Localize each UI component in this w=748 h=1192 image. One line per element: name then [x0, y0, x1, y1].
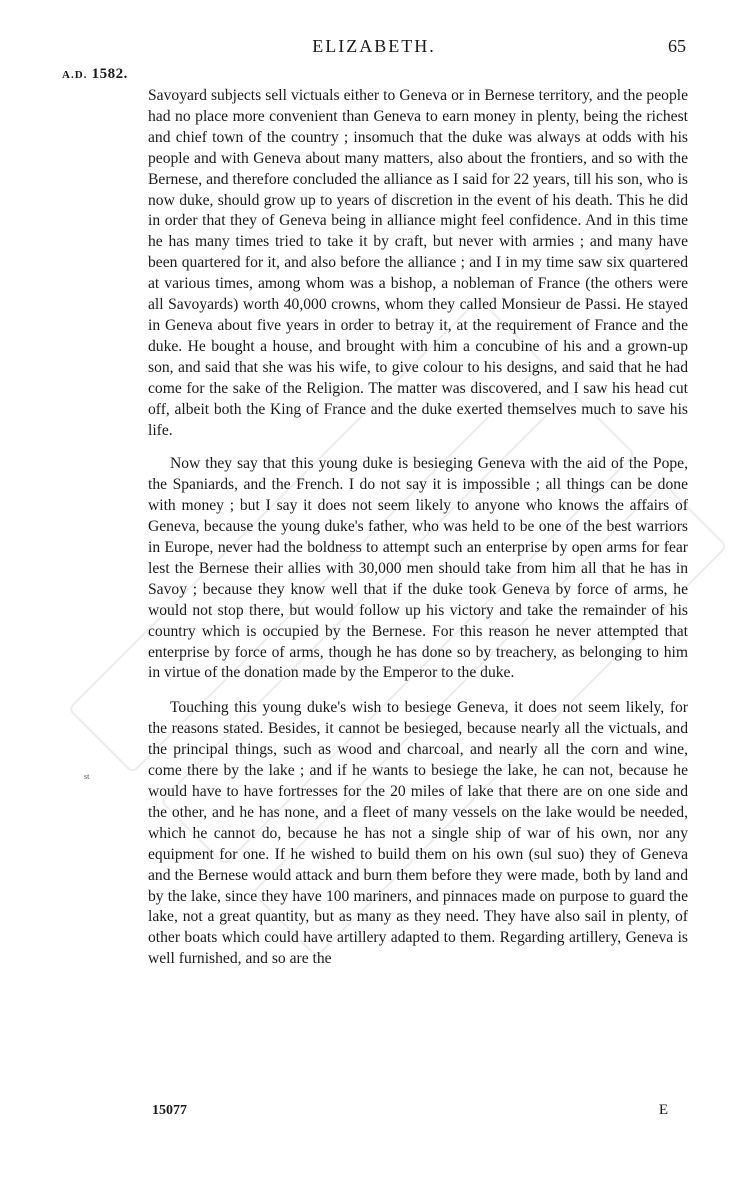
paragraph-1: Savoyard subjects sell victuals either to Geneva or in Bernese territory, and the people had no place more convenient than Geneva to earn money in plenty, being the richest and chief town of the country ; insomuch that the duke was always at odds with his people and with Geneva about many matters, also about the frontiers, and so with the Bernese, and therefore concluded the alliance as I said for 22 years, till his son, who is now duke, should grow up to years of discretion in the event of his death. This he did in order that they of Geneva being in alliance might feel confidence. And in this time he has many times tried to take it by craft, but never with armies ; and many have been quartered for it, and also before the alliance ; and I in my time saw six quartered at various times, among whom was a bishop, a nobleman of France (the others were all Savoyards) worth 40,000 crowns, whom they called Monsieur de Passi. He stayed in Geneva about five years in order to betray it, at the requirement of France and the duke. He bought a house, and brought with him a concubine of his and a grown-up son, and said that she was his wife, to give colour to his designs, and said that he had come for the sake of the Religion. The matter was discovered, and I saw his head cut off, albeit both the King of France and the duke exerted themselves much to save his life. — [148, 87, 688, 439]
gathering-letter: E — [658, 1102, 668, 1118]
page-number: 65 — [668, 36, 686, 56]
margin-date-year: 1582. — [91, 66, 128, 82]
margin-date-prefix: A.D. — [62, 69, 88, 81]
body-text — [148, 86, 688, 970]
margin-mark: st — [84, 772, 90, 781]
paragraph-2: Now they say that this young duke is besieging Geneva with the aid of the Pope, the Spaniards, and the French. I do not say it is impossible ; all things can be done with money ; but I say it does not seem likely to anyone who knows the affairs of Geneva, because the young duke's father, who was held to be one of the best warriors in Europe, never had the boldness to attempt such an enterprise by open arms for fear lest the Bernese their allies with 30,000 men should take from him all that he has in Savoy ; because they know well that if the duke took Geneva by force of arms, he would not stop there, but would follow up his victory and take the remainder of his country which is occupied by the Bernese. For this reason he never attempted that enterprise by force of arms, though he has done so by treachery, as belonging to him in virtue of the donation made by the Emperor to the duke. — [148, 455, 688, 682]
running-title: ELIZABETH. — [312, 36, 436, 56]
printer-signature: 15077 — [152, 1103, 187, 1118]
margin-date — [62, 66, 128, 83]
running-header — [0, 36, 748, 60]
paragraph-3: Touching this young duke's wish to besiege Geneva, it does not seem likely, for the reasons stated. Besides, it cannot be besieged, because nearly all the victuals, and the principal things, such as wood and charcoal, and nearly all the corn and wine, come there by the lake ; and if he wants to besiege the lake, he can not, because he would have to have fortresses for the 20 miles of lake that there are on one side and the other, and he has none, and a fleet of many vessels on the lake would be needed, which he cannot do, because he has not a single ship of war of his own, nor any equipment for one. If he wished to build them on his own (sul suo) they of Geneva and the Bernese would attack and burn them before they were made, both by land and by the lake, since they have 100 mariners, and pinnaces made on purpose to guard the lake, not a great quantity, but as many as they need. They have also sail in plenty, of other boats which could have artillery adapted to them. Regarding artillery, Geneva is well furnished, and so are the — [148, 699, 688, 968]
